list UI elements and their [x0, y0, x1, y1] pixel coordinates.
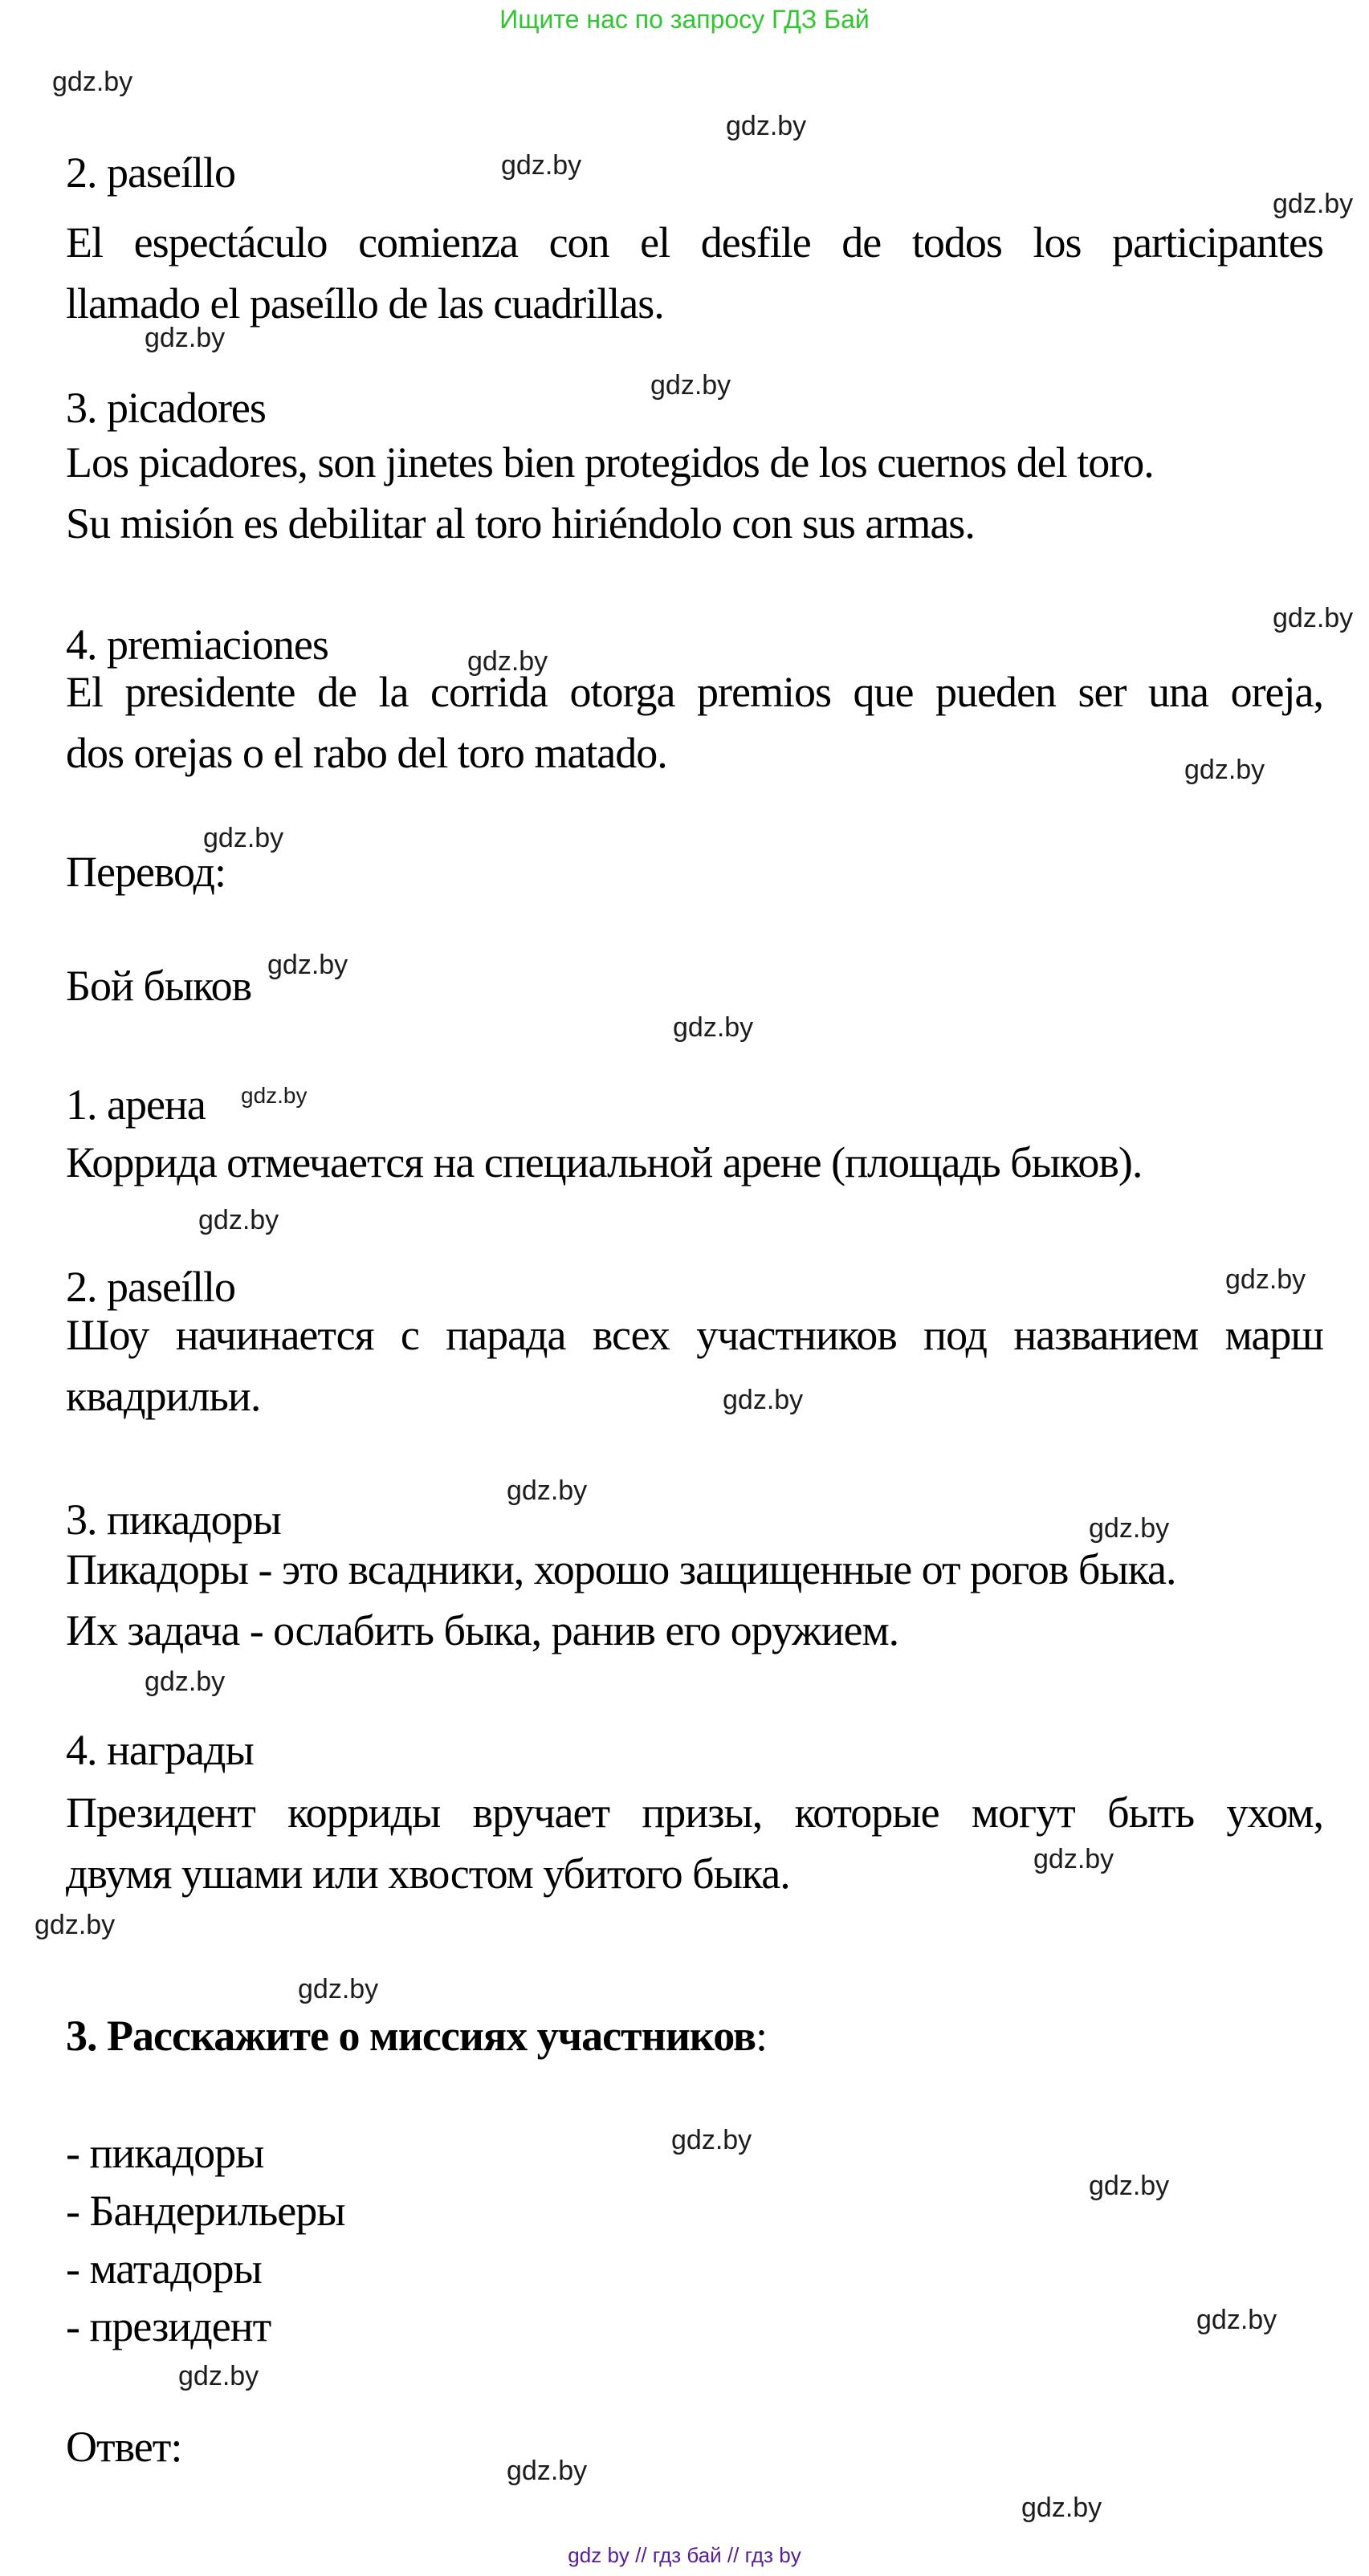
paragraph-line: квадрильи. [66, 1372, 261, 1420]
ru-paragraph-nagrady [66, 1782, 1323, 1904]
ru-heading-nagrady: 4. награды [66, 1726, 254, 1774]
site-banner: Ищите нас по запросу ГДЗ Бай [499, 5, 870, 34]
gdz-watermark: gdz.by [241, 1083, 308, 1108]
gdz-watermark: gdz.by [1225, 1264, 1306, 1295]
paragraph-line: dos orejas o el rabo del toro matado. [66, 729, 667, 777]
paragraph-line: Их задача - ослабить быка, ранив его оружием. [66, 1606, 899, 1654]
task3-heading-colon: : [756, 2012, 768, 2060]
gdz-watermark: gdz.by [507, 2456, 588, 2486]
paragraph-line: Пикадоры - это всадники, хорошо защищенные от рогов быка. [66, 1545, 1176, 1593]
paragraph-line: двумя ушами или хвостом убитого быка. [66, 1850, 790, 1898]
ru-paragraph-picadores [66, 1539, 1323, 1661]
gdz-watermark: gdz.by [671, 2125, 752, 2155]
gdz-watermark: gdz.by [203, 823, 284, 853]
gdz-watermark: gdz.by [650, 370, 731, 401]
ru-paragraph-arena [66, 1132, 1323, 1193]
gdz-watermark: gdz.by [726, 111, 807, 141]
answer-label: Ответ: [66, 2423, 182, 2471]
gdz-watermark: gdz.by [267, 950, 348, 980]
site-footer: gdz by // гдз бай // гдз by [568, 2543, 801, 2567]
ru-heading-arena: 1. арена [66, 1080, 206, 1129]
gdz-watermark: gdz.by [298, 1974, 379, 2004]
gdz-watermark: gdz.by [1273, 603, 1354, 633]
list-item-presidente: - президент [66, 2302, 271, 2350]
gdz-watermark: gdz.by [35, 1910, 116, 1940]
list-item-picadores: - пикадоры [66, 2129, 264, 2177]
gdz-watermark: gdz.by [145, 1666, 226, 1697]
paragraph-line: Президент корриды вручает призы, которые могут быть ухом, [66, 1789, 1323, 1837]
paragraph-line: Коррида отмечается на специальной арене (площадь быков). [66, 1138, 1143, 1186]
paragraph-line: Шоу начинается с парада всех участников под названием марш [66, 1311, 1323, 1359]
gdz-watermark: gdz.by [145, 323, 226, 353]
gdz-watermark: gdz.by [1089, 1513, 1170, 1544]
gdz-watermark: gdz.by [52, 67, 133, 97]
es-heading-picadores: 3. picadores [66, 384, 266, 432]
es-paragraph-picadores [66, 432, 1323, 554]
gdz-watermark: gdz.by [178, 2361, 259, 2391]
ru-heading-picadores: 3. пикадоры [66, 1496, 281, 1544]
gdz-watermark: gdz.by [198, 1205, 279, 1235]
es-paragraph-paseillo [66, 212, 1323, 334]
gdz-watermark: gdz.by [1273, 189, 1354, 219]
es-heading-paseillo: 2. paseíllo [66, 149, 235, 197]
gdz-watermark: gdz.by [467, 646, 548, 677]
gdz-watermark: gdz.by [1033, 1844, 1114, 1874]
es-paragraph-premiaciones [66, 661, 1323, 783]
paragraph-line: Los picadores, son jinetes bien protegidos de los cuernos del toro. [66, 438, 1154, 486]
translation-title: Бой быков [66, 962, 252, 1010]
gdz-watermark: gdz.by [1184, 755, 1265, 785]
list-item-banderilleros: - Бандерильеры [66, 2187, 345, 2235]
gdz-watermark: gdz.by [723, 1385, 804, 1415]
paragraph-line: El presidente de la corrida otorga premios que pueden ser una oreja, [66, 668, 1323, 716]
task3-heading [66, 2005, 767, 2066]
paragraph-line: llamado el paseíllo de las cuadrillas. [66, 279, 664, 328]
paragraph-line: Su misión es debilitar al toro hiriéndolo con sus armas. [66, 499, 975, 547]
gdz-watermark: gdz.by [1196, 2305, 1277, 2335]
es-heading-premiaciones: 4. premiaciones [66, 621, 328, 669]
task3-heading-text: 3. Расскажите о миссиях участников [66, 2012, 756, 2060]
gdz-watermark: gdz.by [1021, 2493, 1102, 2523]
gdz-watermark: gdz.by [1089, 2171, 1170, 2201]
gdz-watermark: gdz.by [673, 1012, 754, 1043]
list-item-matadores: - матадоры [66, 2244, 262, 2293]
translation-label: Перевод: [66, 848, 226, 896]
ru-paragraph-paseillo [66, 1304, 1323, 1426]
paragraph-line: El espectáculo comienza con el desfile de todos los participantes [66, 218, 1323, 267]
gdz-watermark: gdz.by [507, 1475, 588, 1506]
gdz-watermark: gdz.by [501, 150, 582, 181]
ru-heading-paseillo: 2. paseíllo [66, 1263, 235, 1311]
